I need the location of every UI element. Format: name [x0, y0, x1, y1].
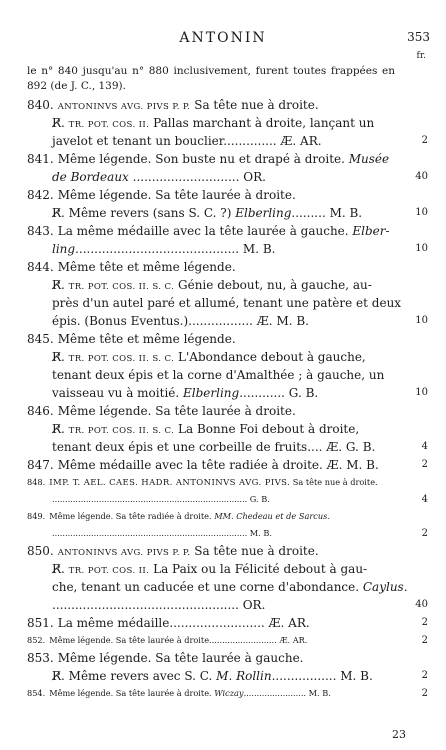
entry-line [0, 491, 446, 508]
catalogue-entry [0, 456, 446, 474]
running-header [0, 30, 446, 61]
entry-number: 844. [27, 260, 54, 274]
entry-text [52, 204, 362, 222]
entry-line [0, 114, 446, 132]
description-text: Sa tête nue à droite. [190, 544, 319, 558]
catalogue-entry [0, 258, 446, 330]
description-text: Même médaille avec la tête radiée à droite. Æ. M. B. [57, 458, 379, 472]
entry-text [52, 596, 265, 614]
intro-line: (de J. C., 139). [50, 80, 126, 92]
entry-line [0, 420, 446, 438]
entry-line [0, 542, 446, 560]
entry-text [27, 330, 236, 348]
value-francs: 10 [415, 387, 428, 398]
entry-line [0, 456, 446, 474]
entry-line [0, 384, 446, 402]
entry-text [52, 366, 384, 384]
entry-text [52, 578, 408, 596]
description-text: ........................................................................... G. B. [52, 494, 270, 504]
catalogue-entry [0, 685, 446, 702]
entry-line [0, 348, 446, 366]
value-francs: 2 [421, 670, 428, 681]
description-text: Même légende. Son buste nu et drapé à droite. [57, 152, 349, 166]
description-text: ......... M. B. [291, 206, 363, 220]
source-citation: Caylus. [362, 580, 408, 594]
description-text: Même tête et même légende. [57, 332, 236, 346]
entry-line [0, 685, 446, 702]
entry-text [52, 240, 275, 258]
description-text: vaisseau vu à moitié. [52, 386, 184, 400]
entry-text [27, 186, 296, 204]
description-text: La Bonne Foi debout à droite, [174, 422, 360, 436]
value-francs: 40 [415, 171, 428, 182]
entry-text [52, 384, 318, 402]
legend-inscription: TR. POT. COS. II. S. C. [68, 282, 175, 292]
entry-number: 849. [27, 511, 46, 521]
description-text: R̸. Même revers avec S. C. [52, 669, 217, 683]
entry-line [0, 276, 446, 294]
description-text: tenant deux épis et la corne d'Amalthée ; à gauche, un [52, 368, 385, 382]
catalogue-entry [0, 474, 446, 508]
description-text: Même tête et même légende. [57, 260, 236, 274]
entry-text [52, 132, 322, 150]
entry-line [0, 294, 446, 312]
entry-text [52, 491, 270, 508]
entry-number: 852. [27, 635, 46, 645]
value-francs: 2 [421, 528, 428, 539]
legend-inscription: TR. POT. COS. II. S. C. [68, 426, 175, 436]
entry-number: 845. [27, 332, 54, 346]
entry-line [0, 596, 446, 614]
entry-line [0, 258, 446, 276]
entry-number: 853. [27, 651, 54, 665]
unit-column-label: fr. [416, 51, 426, 61]
entry-text [27, 150, 389, 168]
description-text: ........................................................................... M. B. [52, 528, 273, 538]
description-text: Sa tête nue à droite. [190, 98, 319, 112]
description-text: javelot et tenant un bouclier.............. Æ. AR. [52, 134, 322, 148]
catalogue-entry [0, 632, 446, 649]
entry-number: 840. [27, 98, 54, 112]
value-francs: 2 [421, 135, 428, 146]
value-francs: 4 [421, 494, 428, 505]
description-text: Même légende. Sa tête laurée à droite.......................... Æ. AR. [49, 635, 308, 645]
entry-line [0, 667, 446, 685]
source-citation: ling [52, 242, 76, 256]
intro-line: le n° 840 jusqu'au n° 880 inclusivement, furent toutes frappées en 892 [27, 65, 395, 92]
page-title: ANTONIN [179, 30, 267, 46]
entry-line [0, 649, 446, 667]
entry-line [0, 632, 446, 649]
catalogue-entry [0, 186, 446, 222]
source-citation: MM. Chedeau et de Sarcus. [214, 511, 330, 521]
entry-text [52, 420, 359, 440]
entry-line [0, 222, 446, 240]
legend-inscription: TR. POT. COS. II. [68, 566, 150, 576]
entry-line [0, 186, 446, 204]
catalogue-entry [0, 222, 446, 258]
catalogue-entry [0, 542, 446, 614]
value-francs: 10 [415, 315, 428, 326]
catalogue-entry [0, 402, 446, 456]
entry-text [52, 168, 266, 186]
entry-line [0, 240, 446, 258]
entry-number: 843. [27, 224, 54, 238]
entry-text [52, 114, 374, 134]
entry-line [0, 525, 446, 542]
entry-text [27, 96, 319, 116]
description-text: Pallas marchant à droite, lançant un [149, 116, 375, 130]
entry-line [0, 438, 446, 456]
entry-text [52, 525, 272, 542]
source-citation: Elberling [183, 386, 240, 400]
catalogue-entry [0, 649, 446, 685]
entry-text [27, 542, 319, 562]
legend-inscription: TR. POT. COS. II. [68, 120, 150, 130]
value-francs: 2 [421, 688, 428, 699]
entry-line [0, 132, 446, 150]
entry-line [0, 402, 446, 420]
catalogue-entry [0, 96, 446, 150]
description-text: R̸. [52, 116, 69, 130]
entry-text [27, 258, 236, 276]
value-francs: 2 [421, 635, 428, 646]
description-text: Même légende. Sa tête laurée à gauche. [57, 651, 304, 665]
value-francs: 2 [421, 617, 428, 628]
entry-text [27, 685, 331, 702]
entry-text [27, 649, 304, 667]
entry-text [52, 312, 309, 330]
entry-number: 854. [27, 688, 46, 698]
description-text: ................................................. OR. [52, 598, 266, 612]
entry-text [27, 402, 296, 420]
entry-line [0, 150, 446, 168]
description-text: L'Abondance debout à gauche, [174, 350, 366, 364]
entry-text [52, 276, 372, 296]
description-text: Même légende. Sa tête laurée à droite. [57, 404, 296, 418]
legend-inscription: TR. POT. COS. II. S. C. [68, 354, 175, 364]
description-text: Même légende. Sa tête laurée à droite. [57, 188, 296, 202]
description-text: épis. (Bonus Eventus.)................. Æ. M. B. [52, 314, 309, 328]
intro-paragraph [27, 64, 395, 94]
value-francs: 4 [421, 441, 428, 452]
signature-mark: 23 [392, 728, 406, 741]
description-text: R̸. Même revers (sans S. C. ?) [52, 206, 236, 220]
description-text: R̸. [52, 562, 69, 576]
entry-text [52, 560, 367, 580]
entry-number: 848. [27, 477, 46, 487]
description-text: che, tenant un caducée et une corne d'abondance. [52, 580, 363, 594]
entry-line [0, 366, 446, 384]
description-text: ................. M. B. [271, 669, 373, 683]
description-text: La Paix ou la Félicité debout à gau- [149, 562, 368, 576]
source-citation: M. Rollin [216, 669, 272, 683]
entry-line [0, 508, 446, 525]
entry-text [27, 474, 378, 492]
entry-line [0, 204, 446, 222]
catalogue-entries [0, 96, 446, 702]
description-text: Même légende. Sa tête laurée à droite. [49, 688, 215, 698]
page-number: 353 [407, 30, 430, 44]
description-text: ............................ OR. [128, 170, 266, 184]
source-citation: Elberling [235, 206, 292, 220]
entry-text [27, 456, 379, 474]
entry-text [27, 222, 390, 240]
entry-number: 841. [27, 152, 54, 166]
catalogue-entry [0, 150, 446, 186]
entry-text [27, 508, 330, 525]
value-francs: 10 [415, 243, 428, 254]
description-text: Génie debout, nu, à gauche, au- [174, 278, 372, 292]
value-francs: 10 [415, 207, 428, 218]
entry-number: 842. [27, 188, 54, 202]
entry-text [52, 348, 366, 368]
description-text: La même médaille......................... Æ. AR. [57, 616, 310, 630]
source-citation: de Bordeaux [52, 170, 129, 184]
value-francs: 40 [415, 599, 428, 610]
description-text: Même légende. Sa tête radiée à droite. [49, 511, 215, 521]
entry-number: 851. [27, 616, 54, 630]
description-text: La même médaille avec la tête laurée à gauche. [57, 224, 353, 238]
entry-text [52, 667, 373, 685]
entry-number: 847. [27, 458, 54, 472]
source-citation: Wiczay [214, 688, 244, 698]
entry-text [52, 294, 401, 312]
source-citation: Musée [348, 152, 390, 166]
entry-number: 846. [27, 404, 54, 418]
entry-text [52, 438, 375, 456]
catalogue-entry [0, 508, 446, 542]
catalogue-entry [0, 330, 446, 402]
description-text: R̸. [52, 350, 69, 364]
description-text: R̸. [52, 422, 69, 436]
legend-inscription: IMP. T. AEL. CAES. HADR. ANTONINVS AVG. PIVS. [49, 478, 291, 488]
catalogue-entry [0, 614, 446, 632]
value-francs: 2 [421, 459, 428, 470]
description-text: tenant deux épis et une corbeille de fruits.... Æ. G. B. [52, 440, 376, 454]
description-text: près d'un autel paré et allumé, tenant une patère et deux [52, 296, 402, 310]
entry-text [27, 632, 307, 649]
entry-line [0, 312, 446, 330]
legend-inscription: ANTONINVS AVG. PIVS P. P. [57, 548, 191, 558]
entry-line [0, 614, 446, 632]
legend-inscription: ANTONINVS AVG. PIVS P. P. [57, 102, 191, 112]
entry-text [27, 614, 310, 632]
description-text: ........................ M. B. [243, 688, 331, 698]
description-text: ........................................... M. B. [75, 242, 276, 256]
entry-number: 850. [27, 544, 54, 558]
entry-line [0, 330, 446, 348]
entry-line [0, 560, 446, 578]
description-text: ............ G. B. [239, 386, 319, 400]
entry-line [0, 168, 446, 186]
entry-line [0, 96, 446, 114]
description-text: R̸. [52, 278, 69, 292]
description-text: Sa tête nue à droite. [290, 477, 378, 487]
source-citation: Elber- [352, 224, 390, 238]
entry-line [0, 578, 446, 596]
entry-line [0, 474, 446, 491]
